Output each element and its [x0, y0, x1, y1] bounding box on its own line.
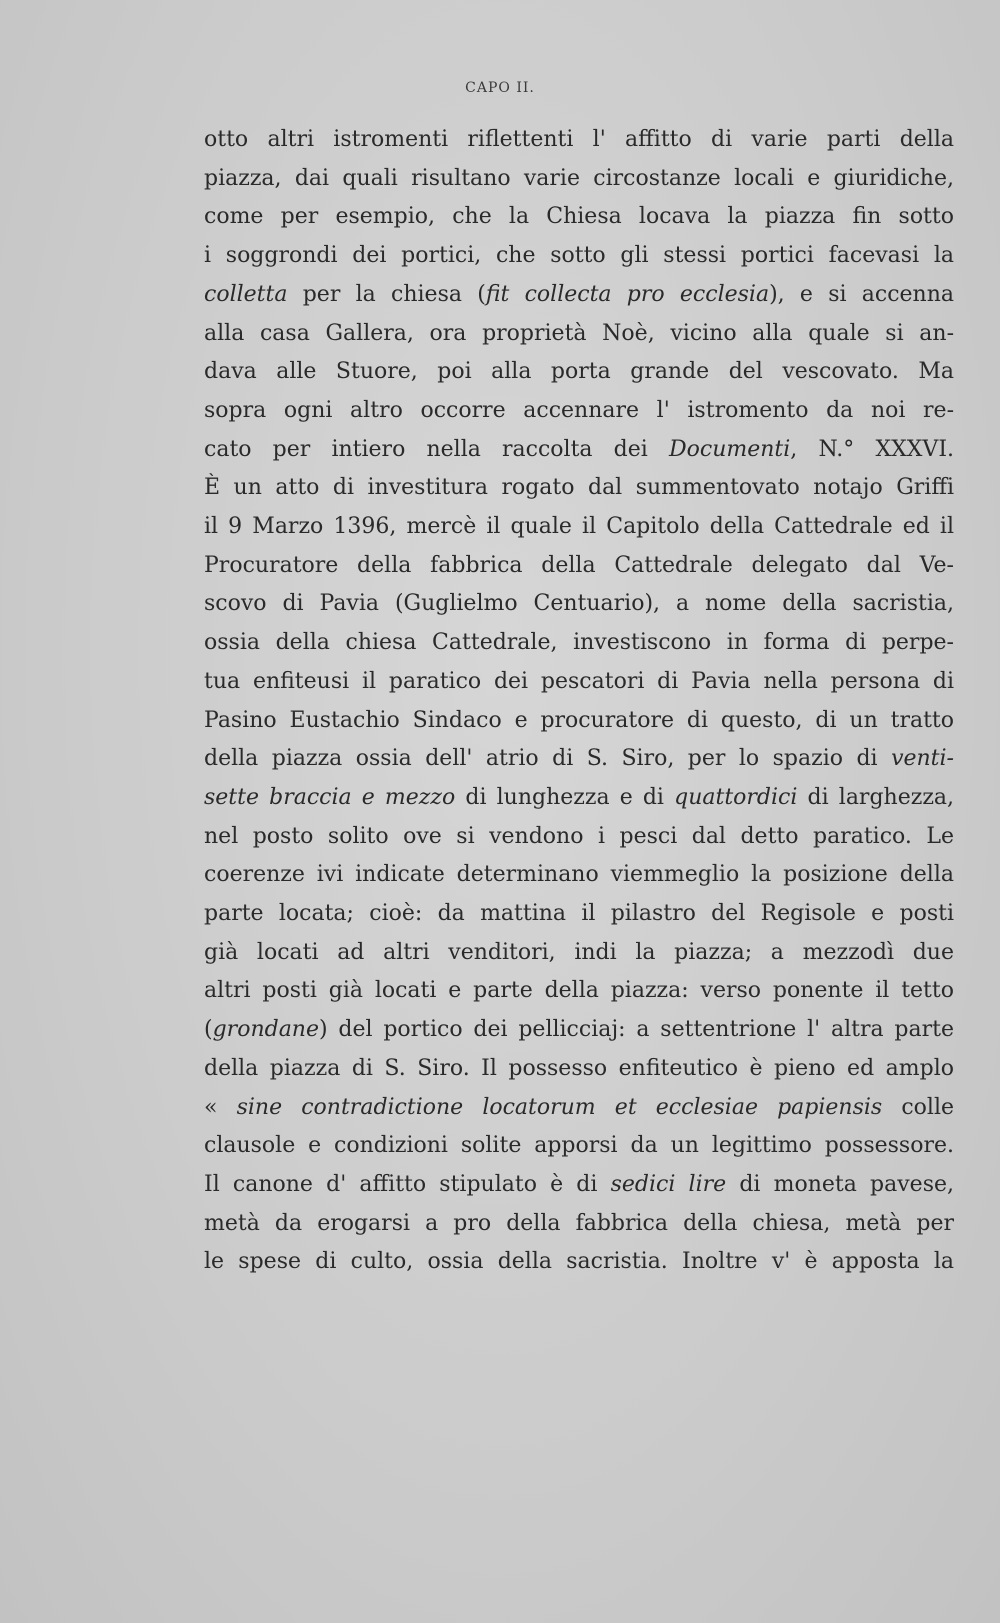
text-segment: Procuratore della fabbrica della Cattedrale delegato dal Ve-: [204, 552, 954, 578]
text-line: [204, 1247, 954, 1277]
italic-text: quattordici: [674, 784, 798, 810]
text-line: [204, 667, 954, 697]
text-line: [204, 1015, 954, 1045]
text-segment: coerenze ivi indicate determinano viemmeglio la posizione della: [204, 862, 954, 888]
text-line: [204, 860, 954, 890]
text-line: [204, 396, 954, 426]
text-line: [204, 551, 954, 581]
text-line: [204, 473, 954, 503]
text-segment: alla casa Gallera, ora proprietà Noè, vicino alla quale si an-: [204, 320, 954, 346]
text-segment: di lunghezza e di: [455, 784, 675, 810]
text-line: [204, 783, 954, 813]
text-line: [204, 512, 954, 542]
italic-text: sette braccia e mezzo: [204, 784, 456, 810]
text-segment: parte locata; cioè: da mattina il pilastro del Regisole e posti: [204, 901, 954, 926]
text-segment: scovo di Pavia (Guglielmo Centuario), a nome della sacristia,: [204, 591, 954, 617]
text-segment: piazza, dai quali risultano varie circostanze locali e giuridiche,: [204, 165, 954, 191]
text-segment: colle: [882, 1094, 954, 1120]
text-segment: Il canone d' affitto stipulato è di: [204, 1171, 611, 1197]
text-line: [204, 1131, 954, 1161]
text-line: [204, 1170, 954, 1200]
text-segment: altri posti già locati e parte della piazza: verso ponente il tetto: [204, 978, 954, 1004]
italic-text: sedici lire: [610, 1171, 727, 1197]
text-line: [204, 1209, 954, 1239]
text-segment: della piazza di S. Siro. Il possesso enfiteutico è pieno ed amplo: [204, 1055, 954, 1081]
text-segment: , N.° XXXVI.: [790, 436, 954, 462]
text-line: [204, 744, 954, 774]
text-segment: metà da erogarsi a pro della fabbrica della chiesa, metà per: [204, 1210, 954, 1236]
text-line: [204, 241, 954, 271]
text-line: [204, 899, 954, 929]
text-segment: È un atto di investitura rogato dal summentovato notajo Griffi: [204, 475, 954, 501]
italic-text: Documenti: [668, 436, 791, 462]
italic-text: grondane: [212, 1017, 319, 1043]
text-line: [204, 706, 954, 736]
text-segment: tua enfiteusi il paratico dei pescatori di Pavia nella persona di: [204, 668, 954, 694]
text-line: [204, 628, 954, 658]
text-segment: (: [204, 1017, 213, 1043]
text-segment: per la chiesa (: [287, 281, 486, 307]
text-line: [204, 976, 954, 1006]
text-segment: i soggrondi dei portici, che sotto gli stessi portici facevasi la: [204, 243, 954, 269]
text-segment: otto altri istromenti riflettenti l' affitto di varie parti della: [204, 127, 954, 152]
text-line: [204, 1054, 954, 1084]
text-segment: clausole e condizioni solite apporsi da un legittimo possessore.: [204, 1133, 954, 1159]
text-segment: ), e si accenna: [769, 281, 954, 307]
text-segment: della piazza ossia dell' atrio di S. Siro, per lo spazio di: [204, 746, 892, 772]
text-segment: sopra ogni altro occorre accennare l' istromento da noi re-: [204, 397, 954, 423]
text-line: [204, 125, 954, 155]
text-segment: ) del portico dei pellicciaj: a settentrione l' altra parte: [319, 1017, 954, 1043]
text-segment: Pasino Eustachio Sindaco e procuratore di questo, di un tratto: [204, 707, 954, 733]
italic-text: fit collecta pro ecclesia: [485, 281, 770, 307]
text-segment: il 9 Marzo 1396, mercè il quale il Capitolo della Cattedrale ed il: [204, 514, 954, 539]
text-line: [204, 202, 954, 232]
italic-text: sine contradictione locatorum et ecclesiae papiensis: [236, 1094, 883, 1120]
text-segment: le spese di culto, ossia della sacristia. Inoltre v' è apposta la: [204, 1249, 954, 1275]
text-segment: cato per intiero nella raccolta dei: [204, 436, 669, 462]
text-segment: nel posto solito ove si vendono i pesci dal detto paratico. Le: [204, 823, 954, 849]
text-line: [204, 1093, 954, 1123]
text-line: [204, 280, 954, 310]
text-segment: di moneta pavese,: [726, 1171, 954, 1197]
text-segment: come per esempio, che la Chiesa locava la piazza fin sotto: [204, 204, 954, 230]
text-segment: ossia della chiesa Cattedrale, investiscono in forma di perpe-: [204, 630, 954, 656]
text-segment: «: [204, 1094, 237, 1120]
text-segment: dava alle Stuore, poi alla porta grande del vescovato. Ma: [204, 359, 954, 385]
italic-text: colletta: [204, 281, 288, 307]
text-line: [204, 164, 954, 194]
text-line: [204, 938, 954, 968]
text-segment: già locati ad altri venditori, indi la piazza; a mezzodì due: [204, 939, 954, 965]
text-line: [204, 589, 954, 619]
text-segment: di larghezza,: [797, 784, 954, 810]
text-line: [204, 357, 954, 387]
text-line: [204, 319, 954, 349]
running-head: CAPO II.: [465, 80, 535, 96]
text-line: [204, 435, 954, 465]
italic-text: venti-: [891, 746, 954, 772]
text-line: [204, 822, 954, 852]
